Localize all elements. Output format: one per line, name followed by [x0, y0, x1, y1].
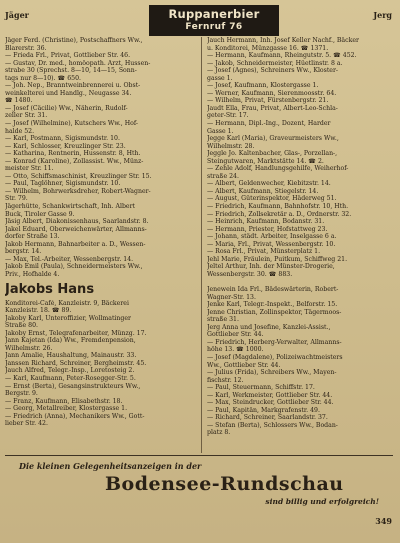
directory-entry: Jann Amalie, Haushaltung, Mainaustr. 33.: [5, 352, 137, 360]
directory-entry: lieber Str. 42.: [5, 420, 48, 428]
directory-entry: Wagner-Str. 13.: [207, 293, 256, 301]
directory-entry: — Josef (Agnes), Schreiners Ww., Kloster-: [207, 67, 339, 75]
directory-entry: — Albert, Kaufmann, Stiegelstr. 14.: [207, 187, 319, 195]
directory-entry: — Maria, Frl., Privat, Wessenbergstr. 10.: [207, 240, 336, 248]
left-entries-2: [5, 300, 188, 428]
directory-entry: — Max, Tel.-Arbeiter, Wessenbergstr. 14.: [5, 255, 134, 263]
directory-entry: meister Str. 11.: [5, 165, 54, 173]
directory-entry: Jenewein Ida Frl., Bädeswärterin, Robert-: [207, 286, 339, 294]
banner-phone: Fernruf 76: [185, 22, 243, 32]
directory-entry: fischstr. 12.: [207, 376, 244, 384]
directory-entry: Jägerhütte, Schankwirtschaft, Inh. Albert: [5, 203, 136, 211]
directory-entry: Jeggle Jo. Kaltenbacher, Glas-, Porzellan-,: [207, 150, 338, 158]
directory-entry: Jerg Anna und Josefine, Kanzlei-Assist.,: [207, 323, 331, 331]
directory-entry: — Max, Steindrucker, Gottlieber Str. 44.: [207, 399, 334, 407]
directory-entry: — Hermann, Dipl.-Ing., Dozent, Harder: [207, 120, 331, 128]
directory-entry: Janssen Richard, Schreiner, Bergheimstr. 45.: [5, 359, 147, 367]
directory-entry: — Frieda Frl., Privat, Gottlieber Str. 46.: [5, 52, 131, 60]
advertisement: [5, 455, 393, 520]
directory-entry: — Konrad (Karoline), Zollassist. Ww., Münz-: [5, 157, 144, 165]
directory-entry: — Werner, Kaufmann, Sierenmoosstr. 64.: [207, 89, 337, 97]
directory-entry: Jakel Eduard, Oberweichenwärter, Allmanns-: [5, 225, 147, 233]
ad-intro: Die kleinen Gelegenheitsanzeigen in der: [19, 461, 202, 471]
banner-brand: Ruppanerbier: [168, 7, 260, 21]
directory-entry: bergstr. 14.: [5, 248, 42, 256]
directory-entry: — Josef (Cäcilie) Ww., Näherin, Rudolf-: [5, 104, 128, 112]
directory-entry: tags nur 8—10). ☎ 650.: [5, 74, 81, 82]
directory-entry: gasse 1.: [207, 74, 233, 82]
directory-entry: Gasse 1.: [207, 127, 234, 135]
ad-tagline: sind billig und erfolgreich!: [265, 497, 379, 506]
ruppanerbier-banner: [149, 5, 279, 36]
directory-entry: geter-Str. 17.: [207, 112, 249, 120]
directory-entry: Jeltel Arthur, Inh. der Münster-Drogerie,: [207, 263, 335, 271]
directory-entry: Jenne Christian, Zollinspektor, Tägermoos-: [207, 308, 342, 316]
directory-entry: — Karl, Werkmeister, Gottlieber Str. 44.: [207, 391, 333, 399]
directory-entry: höhe 13. ☎ 1000.: [207, 346, 264, 354]
right-column: [207, 37, 393, 455]
directory-entry: — Friedrich, Zollsekretär a. D., Ordnerstr. 32.: [207, 210, 352, 218]
directory-entry: — Wilhelm, Privat, Fürstenbergstr. 21.: [207, 97, 329, 105]
directory-entry: Jaudt Ella, Frau, Privat, Albert-Leo-Schla-: [207, 104, 338, 112]
directory-entry: ☎ 1480.: [5, 97, 33, 105]
directory-entry: — Zehle Adolf, Handlungsgehilfe, Weiherhof-: [207, 165, 349, 173]
directory-entry: — Karl, Schlosser, Kreuzlinger Str. 23.: [5, 142, 126, 150]
directory-entry: Jenke Karl, Telegr.-Inspekt., Belforstr. 15.: [207, 301, 338, 309]
directory-entry: Jauch Alfred, Telegr.-Insp., Loretosteig 2.: [5, 367, 135, 375]
directory-entry: — Richard, Schreiner, Saarlandstr. 37.: [207, 414, 328, 422]
directory-entry: u. Konditorei, Münzgasse 16. ☎ 1371.: [207, 44, 329, 52]
directory-entry: Bergstr. 9.: [5, 390, 38, 398]
directory-entry: Priv., Hofhalde 4.: [5, 270, 60, 278]
directory-entry: straße 31.: [207, 316, 239, 324]
directory-entry: — Gustav, Dr. med., homöopath. Arzt, Hussen-: [5, 59, 151, 67]
directory-entry: Steingutwaren, Marktstätte 14. ☎ 2.: [207, 157, 324, 165]
directory-entry: — Ernst (Berta), Gesangsinstrukteurs Ww.,: [5, 382, 141, 390]
directory-entry: — Heinrich, Kaufmann, Bodanstr. 31.: [207, 218, 325, 226]
directory-entry: Straße 80.: [5, 322, 38, 330]
directory-entry: Jakob Emil (Paula), Schneidermeisters Ww.,: [5, 263, 143, 271]
directory-entry: — Karl, Kaufmann, Peter-Rosegger-Str. 5.: [5, 374, 136, 382]
directory-entry: zeller Str. 31.: [5, 112, 48, 120]
directory-entry: halde 52.: [5, 127, 35, 135]
directory-entry: dorfer Straße 13.: [5, 233, 60, 241]
directory-entry: — Josef (Wilhelmine), Kutschers Ww., Hof-: [5, 120, 138, 128]
directory-entry: — August, Güterinspektor, Häderweg 51.: [207, 195, 337, 203]
directory-entry: weinkelterei und Handlg., Neugasse 34.: [5, 89, 132, 97]
directory-entry: — Karl, Postmann, Sigismundstr. 10.: [5, 135, 120, 143]
directory-entry: Blarerstr. 36.: [5, 44, 47, 52]
directory-entry: — Katharina, Rentnerin, Hussenstr. 8, Hth.: [5, 150, 141, 158]
directory-entry: — Georg, Metallreiber, Klostergasse 1.: [5, 405, 128, 413]
directory-entry: — Wilhelm, Bohrwerksdreher, Robert-Wagner-: [5, 187, 151, 195]
directory-entry: — Julius (Frida), Schreibers Ww., Mayen-: [207, 369, 337, 377]
directory-entry: Kanzleistr. 18. ☎ 89.: [5, 307, 72, 315]
ad-title: Bodensee-Rundschau: [105, 473, 344, 495]
directory-entry: — Hermann, Kaufmann, Rheingutstr. 5. ☎ 452.: [207, 52, 357, 60]
directory-entry: — Friedrich, Herberg-Verwalter, Allmanns-: [207, 338, 342, 346]
directory-entry: straße 24.: [207, 172, 239, 180]
directory-entry: platz 8.: [207, 429, 231, 437]
directory-entry: — Friedrich, Kaufmann, Bahnhofstr. 10, Hth.: [207, 203, 349, 211]
directory-entry: Wilhelmstr. 26.: [5, 344, 53, 352]
directory-entry: — Albert, Geldenwecher, Kiebitzstr. 14.: [207, 180, 331, 188]
directory-entry: Jäsig Albert, Diakonissenhaus, Saarlandstr. 8.: [5, 218, 149, 226]
directory-entry: Jann Kajetan (Ida) Ww., Fremdenpension,: [5, 337, 136, 345]
directory-entry: Jauch Hermann, Inh. Josef Keller Nachf., Bäcker: [207, 37, 359, 44]
directory-entry: — Stefan (Berta), Schlossers Ww., Bodan-: [207, 421, 338, 429]
directory-entry: [207, 279, 393, 287]
directory-entry: — Johann, städt. Arbeiter, Inselgasse 6 a.: [207, 233, 337, 241]
directory-entry: — Franz, Kaufmann, Elisabethstr. 18.: [5, 397, 123, 405]
directory-entry: Jäger Ferd. (Christine), Postschaffners Ww.,: [5, 37, 143, 44]
directory-entry: Wessenbergstr. 30. ☎ 883.: [207, 270, 293, 278]
directory-entry: Jehl Marie, Fräulein, Puitkum, Schiffweg 21.: [207, 255, 348, 263]
directory-entry: — Paul, Kapitän, Markgrafenstr. 49.: [207, 406, 320, 414]
left-column: [5, 37, 188, 455]
header-right-keyword: Jerg: [373, 10, 392, 20]
directory-entry: — Jakob, Schneidermeister, Hüetlinstr. 8 a.: [207, 59, 343, 67]
directory-entry: — Rosa Frl., Privat, Münsterplatz 1.: [207, 248, 321, 256]
directory-entry: Konditorei-Café, Kanzleistr. 9, Bäckerei: [5, 299, 129, 307]
directory-entry: Jegge Karl (Maria), Graveurmeisters Ww.,: [207, 135, 339, 143]
directory-entry: strabe 30 (Sprechst. 8—10, 14—15, Sonn-: [5, 67, 137, 75]
header-left-keyword: Jäger: [5, 10, 29, 20]
section-heading: Jakobs Hans: [5, 281, 95, 297]
directory-entry: — Josef (Magdalene), Polizeiwachtmeisters: [207, 353, 343, 361]
column-divider: [201, 37, 202, 453]
directory-entry: Str. 79.: [5, 195, 28, 203]
directory-entry: Wilhelmstr. 28.: [207, 142, 255, 150]
directory-entry: — Joh. Nep., Branntweinbrennerei u. Obst-: [5, 82, 141, 90]
page-number: 349: [375, 516, 392, 526]
directory-entry: Jakoby Karl, Unteroffizier, Wollmatinger: [5, 314, 131, 322]
directory-entry: Ww., Gottlieber Str. 44.: [207, 361, 281, 369]
directory-entry: Buck, Tiroler Gasse 9.: [5, 210, 75, 218]
directory-entry: Gottlieber Str. 44.: [207, 331, 264, 339]
directory-entry: — Paul, Steuermann, Schiffstr. 17.: [207, 384, 315, 392]
directory-entry: — Otto, Schiffsmaschinist, Kreuzlinger Str. 15.: [5, 172, 152, 180]
directory-entry: — Josef, Kaufmann, Klostergasse 1.: [207, 82, 319, 90]
directory-entry: Jakob Hermann, Bahnarbeiter a. D., Wessen-: [5, 240, 146, 248]
directory-entry: Jakoby Ernst, Telegrafenarbeiter, Münzg. 17.: [5, 329, 147, 337]
directory-entry: — Friedrich (Anna), Mechanikers Ww., Gott-: [5, 412, 145, 420]
directory-entry: — Paul, Taglöhner, Sigismundstr. 10.: [5, 180, 121, 188]
left-entries-1: [5, 37, 188, 279]
right-entries: [207, 37, 393, 437]
directory-entry: — Hermann, Priester, Hofstattweg 23.: [207, 225, 328, 233]
